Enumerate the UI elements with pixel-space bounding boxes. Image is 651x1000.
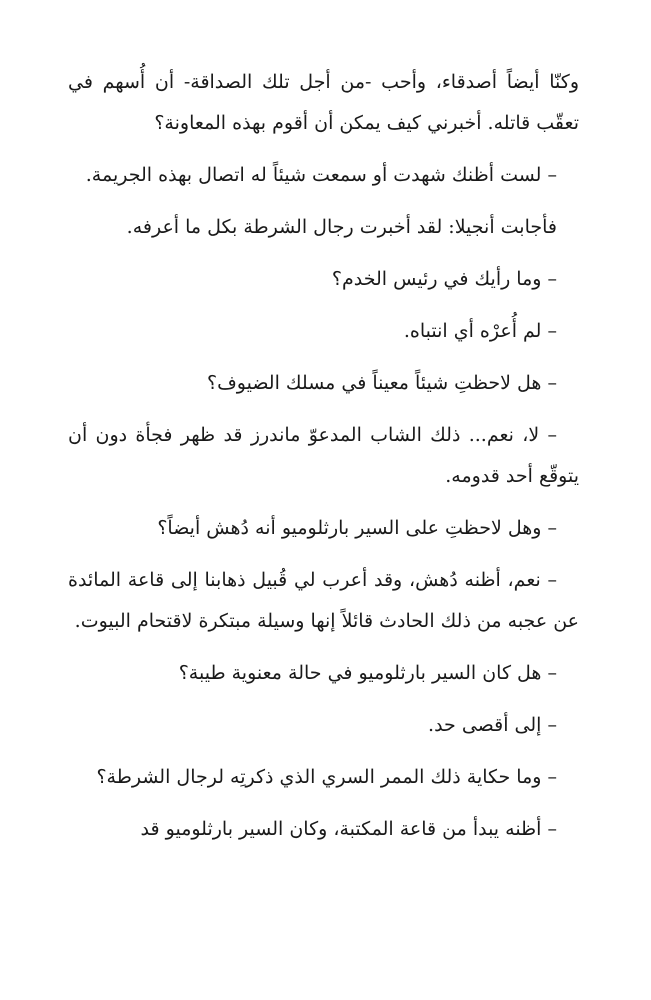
paragraph-13: – أظنه يبدأ من قاعة المكتبة، وكان السير بارثلوميو قد xyxy=(140,818,557,840)
paragraph-3: فأجابت أنجيلا: لقد أخبرت رجال الشرطة بكل ما أعرفه. xyxy=(126,216,557,238)
paragraph-5: – لم أُعرْه أي انتباه. xyxy=(403,320,557,342)
paragraph-1: وكنّا أيضاً أصدقاء، وأحب -من أجل تلك الصداقة- أن أُسهم في تعقّب قاتله. أخبرني كيف يمكن أن أقوم بهذه المعاونة؟ xyxy=(68,71,579,134)
paragraph-12: – وما حكاية ذلك الممر السري الذي ذكرتِه لرجال الشرطة؟ xyxy=(96,766,557,788)
paragraph-6: – هل لاحظتِ شيئاً معيناً في مسلك الضيوف؟ xyxy=(206,372,557,394)
paragraph-10: – هل كان السير بارثلوميو في حالة معنوية طيبة؟ xyxy=(178,662,557,684)
paragraph-4: – وما رأيك في رئيس الخدم؟ xyxy=(331,268,557,290)
paragraph-8: – وهل لاحظتِ على السير بارثلوميو أنه دُهش أيضاً؟ xyxy=(157,517,557,539)
paragraph-9: – نعم، أظنه دُهش، وقد أعرب لي قُبيل ذهابنا إلى قاعة المائدة عن عجبه من ذلك الحادث قائلاً إنها وسيلة مبتكرة لاقتحام البيوت. xyxy=(68,569,579,632)
book-page xyxy=(68,62,579,861)
paragraph-11: – إلى أقصى حد. xyxy=(428,714,557,736)
paragraph-7: – لا، نعم... ذلك الشاب المدعوّ ماندرز قد ظهر فجأة دون أن يتوقّع أحد قدومه. xyxy=(68,424,579,487)
paragraph-2: – لست أظنك شهدت أو سمعت شيئاً له اتصال بهذه الجريمة. xyxy=(85,164,557,186)
